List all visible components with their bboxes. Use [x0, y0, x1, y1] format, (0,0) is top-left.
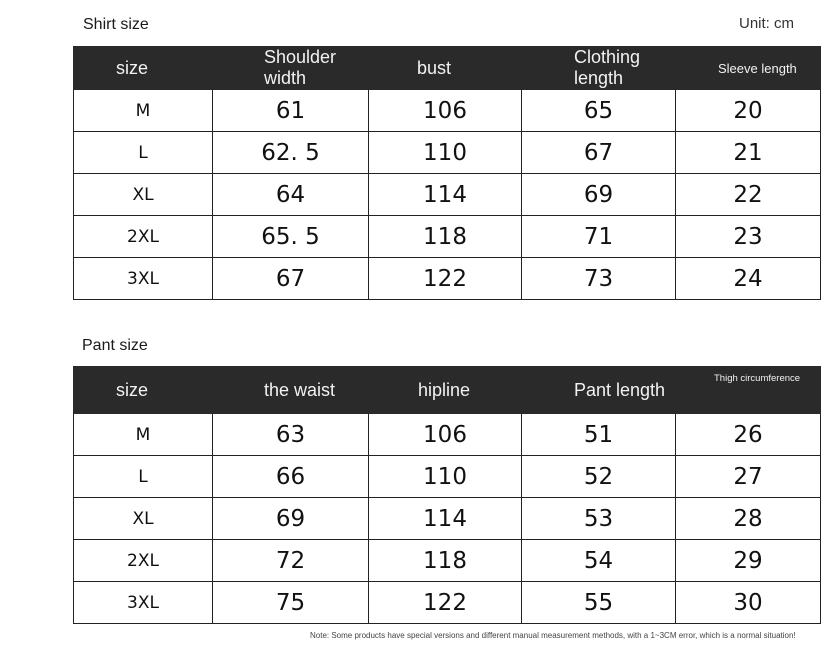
pant-measurement-cell: 55	[522, 582, 676, 624]
shirt-measurement-cell: 118	[369, 216, 522, 258]
pant-size-table	[73, 366, 821, 624]
pant-header-row	[74, 367, 821, 414]
pant-table-row	[74, 582, 821, 624]
pant-measurement-cell: 72	[213, 540, 369, 582]
shirt-measurement-cell: 20	[676, 90, 821, 132]
shirt-measurement-cell: 69	[522, 174, 676, 216]
pant-measurement-cell: 54	[522, 540, 676, 582]
pant-table-row	[74, 540, 821, 582]
pant-table-row	[74, 414, 821, 456]
pant-measurement-cell: 69	[213, 498, 369, 540]
shirt-header-size: size	[74, 47, 213, 90]
pant-size-cell: 2XL	[74, 540, 213, 582]
shirt-measurement-cell: 114	[369, 174, 522, 216]
shirt-size-title: Shirt size	[83, 16, 149, 33]
shirt-measurement-cell: 67	[213, 258, 369, 300]
pant-measurement-cell: 30	[676, 582, 821, 624]
shirt-measurement-cell: 22	[676, 174, 821, 216]
pant-size-title: Pant size	[82, 337, 148, 354]
shirt-measurement-cell: 106	[369, 90, 522, 132]
measurement-note: Note: Some products have special versions and different manual measurement methods, with a 1~3CM error, which is a normal situation!	[310, 631, 796, 640]
shirt-measurement-cell: 67	[522, 132, 676, 174]
shirt-header-bust: bust	[369, 47, 522, 90]
shirt-size-table	[73, 46, 821, 300]
shirt-measurement-cell: 65. 5	[213, 216, 369, 258]
shirt-measurement-cell: 23	[676, 216, 821, 258]
pant-size-cell: L	[74, 456, 213, 498]
pant-header-size: size	[74, 367, 213, 414]
pant-header-pant-length: Pant length	[522, 367, 676, 414]
shirt-measurement-cell: 73	[522, 258, 676, 300]
pant-header-hipline: hipline	[369, 367, 522, 414]
shirt-header-clothing-length: Clothing length	[522, 47, 676, 90]
shirt-measurement-cell: 110	[369, 132, 522, 174]
pant-size-cell: M	[74, 414, 213, 456]
pant-size-cell: 3XL	[74, 582, 213, 624]
pant-measurement-cell: 122	[369, 582, 522, 624]
shirt-table-row	[74, 216, 821, 258]
shirt-measurement-cell: 62. 5	[213, 132, 369, 174]
shirt-measurement-cell: 71	[522, 216, 676, 258]
pant-header-waist: the waist	[213, 367, 369, 414]
pant-measurement-cell: 110	[369, 456, 522, 498]
pant-measurement-cell: 118	[369, 540, 522, 582]
pant-header-thigh-circumference: Thigh circumference	[676, 367, 821, 414]
shirt-table-row	[74, 258, 821, 300]
pant-measurement-cell: 27	[676, 456, 821, 498]
shirt-table-row	[74, 132, 821, 174]
shirt-size-cell: 3XL	[74, 258, 213, 300]
pant-measurement-cell: 51	[522, 414, 676, 456]
pant-measurement-cell: 53	[522, 498, 676, 540]
pant-measurement-cell: 26	[676, 414, 821, 456]
shirt-size-cell: 2XL	[74, 216, 213, 258]
shirt-header-sleeve-length: Sleeve length	[676, 47, 821, 90]
shirt-table-row	[74, 174, 821, 216]
pant-measurement-cell: 63	[213, 414, 369, 456]
shirt-header-row	[74, 47, 821, 90]
shirt-measurement-cell: 24	[676, 258, 821, 300]
pant-measurement-cell: 114	[369, 498, 522, 540]
pant-measurement-cell: 106	[369, 414, 522, 456]
pant-table-row	[74, 498, 821, 540]
shirt-measurement-cell: 64	[213, 174, 369, 216]
pant-size-cell: XL	[74, 498, 213, 540]
pant-measurement-cell: 28	[676, 498, 821, 540]
pant-measurement-cell: 75	[213, 582, 369, 624]
unit-label: Unit: cm	[739, 15, 795, 32]
shirt-size-cell: M	[74, 90, 213, 132]
shirt-measurement-cell: 65	[522, 90, 676, 132]
pant-measurement-cell: 66	[213, 456, 369, 498]
shirt-header-shoulder-width: Shoulder width	[213, 47, 369, 90]
pant-measurement-cell: 29	[676, 540, 821, 582]
shirt-size-cell: L	[74, 132, 213, 174]
shirt-measurement-cell: 21	[676, 132, 821, 174]
shirt-measurement-cell: 122	[369, 258, 522, 300]
shirt-size-cell: XL	[74, 174, 213, 216]
shirt-table-row	[74, 90, 821, 132]
pant-measurement-cell: 52	[522, 456, 676, 498]
pant-table-row	[74, 456, 821, 498]
shirt-measurement-cell: 61	[213, 90, 369, 132]
